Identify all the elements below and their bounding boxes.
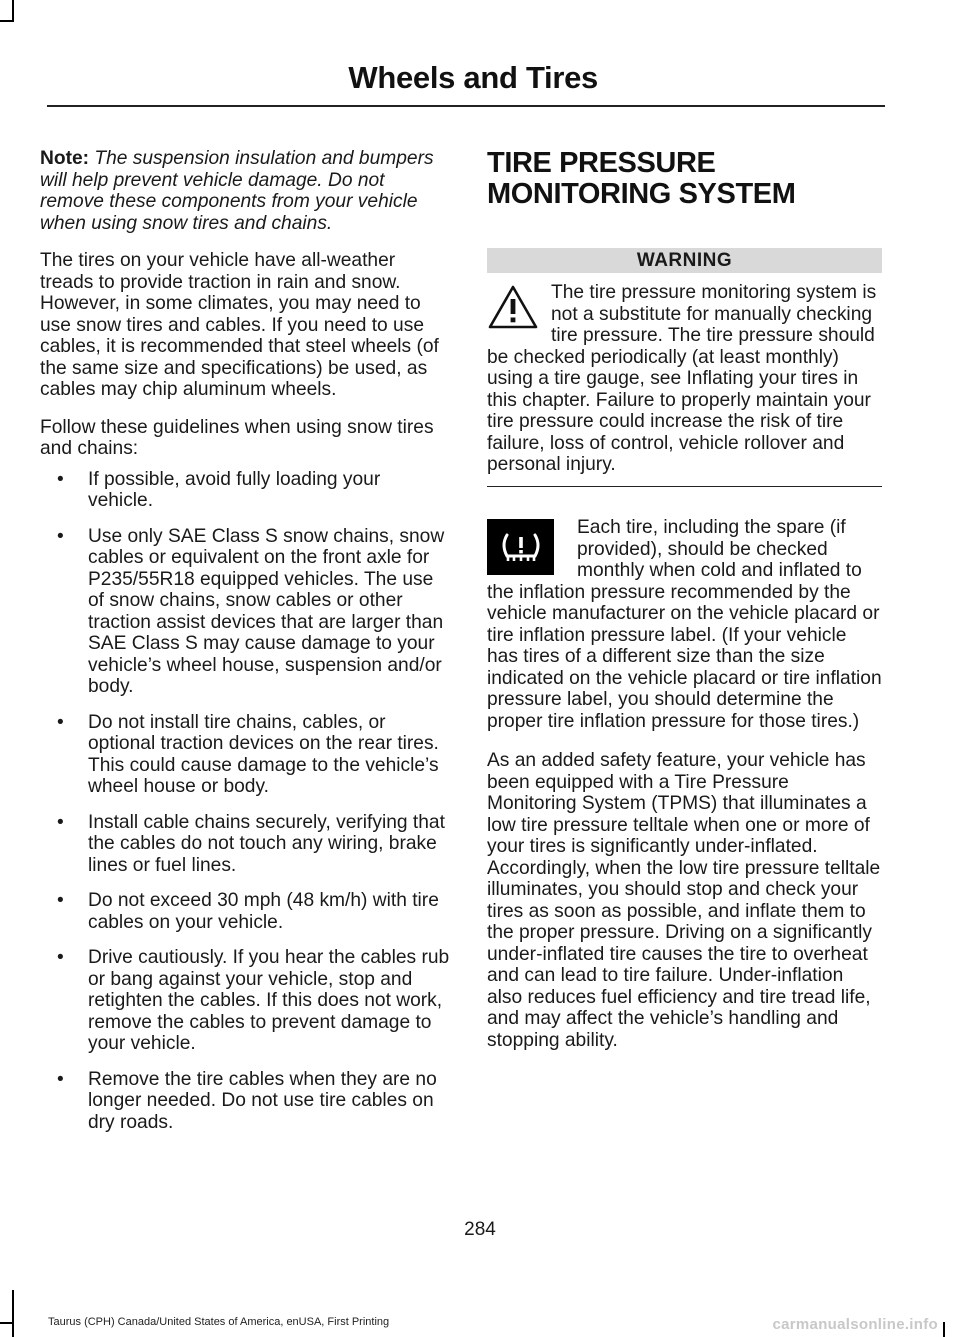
bullet: • (57, 468, 64, 490)
crop-mark (12, 0, 14, 22)
list-item: • Use only SAE Class S snow chains, snow cables or equivalent on the front axle for P235/55R18 equipped vehicles. The use of snow chains, snow cables or other traction assist devices that are larger than SAE Class S may cause damage to your vehicle’s wheel house, suspension and/or body. (57, 525, 445, 697)
bullet: • (57, 711, 64, 733)
tire-pressure-telltale-icon (487, 519, 554, 575)
header-divider (47, 105, 885, 107)
list-item: • Remove the tire cables when they are no longer needed. Do not use tire cables on dry roads. (57, 1068, 437, 1133)
page-number: 284 (464, 1219, 496, 1240)
warning-text: The tire pressure monitoring system is not a substitute for manually checking tire pressure. The tire pressure should be checked periodically (at least monthly) using a tire gauge, see Inflating your tires in this chapter. Failure to properly maintain your tire pressure could increase the risk of tire failure, loss of control, vehicle rollover and personal injury. (487, 282, 877, 475)
bullet: • (57, 811, 64, 833)
crop-mark (12, 1290, 14, 1337)
body-paragraph: The tires on your vehicle have all-weather treads to provide traction in rain and snow. However, in some climates, you may need to use snow tires and cables. If you need to use cables, it is recommended that steel wheels (of the same size and specifications) be used, as cables may chip aluminum wheels. (40, 250, 439, 400)
tpms-text: Each tire, including the spare (if provided), should be checked monthly when cold and inflated to the inflation pressure recommended by the vehicle manufacturer on the vehicle placard or tire inflation pressure label. (If your vehicle has tires of a different size than the size indicated on the vehicle placard or tire inflation pressure label, you should determine the proper tire inflation pressure for those tires.) (487, 517, 882, 732)
right-column (487, 142, 882, 1067)
bullet: • (57, 525, 64, 547)
publication-info: Taurus (CPH) Canada/United States of America, enUSA, First Printing (48, 1316, 390, 1328)
page-title: Wheels and Tires (348, 60, 598, 95)
watermark: carmanualsonline.info (772, 1316, 938, 1333)
guidelines-list (40, 469, 450, 1134)
crop-mark (0, 1322, 14, 1324)
bullet: • (57, 890, 64, 911)
note-text: The suspension insulation and bumpers will help prevent vehicle damage. Do not remove these components from your vehicle when using snow tires and chains. (40, 148, 434, 234)
crop-mark (0, 20, 14, 22)
warning-header: WARNING (487, 248, 882, 273)
bullet: • (57, 1068, 64, 1090)
body-paragraph: As an added safety feature, your vehicle has been equipped with a Tire Pressure Monitoring System (TPMS) that illuminates a low tire pressure telltale when one or more of your tires is significantly under-inflated. Accordingly, when the low tire pressure telltale illuminates, you should stop and check your tires as soon as possible, and inflate them to the proper pressure. Driving on a significantly under-inflated tire causes the tire to overheat and can lead to tire failure. Under-inflation also reduces fuel efficiency and tire tread life, and may affect the vehicle’s handling and stopping ability. (487, 750, 881, 1051)
list-item: • Do not exceed 30 mph (48 km/h) with tire cables on your vehicle. (57, 890, 439, 933)
list-item: • Drive cautiously. If you hear the cables rub or bang against your vehicle, stop and retighten the cables. If this does not work, remove the cables to prevent damage to your vehicle. (57, 947, 450, 1054)
section-title: TIRE PRESSURE MONITORING SYSTEM (487, 147, 796, 210)
body-paragraph: Follow these guidelines when using snow tires and chains: (40, 416, 434, 459)
bullet: • (57, 947, 64, 968)
list-item: • If possible, avoid fully loading your vehicle. (57, 468, 381, 511)
note-label: Note: (40, 148, 90, 169)
tpms-block (487, 517, 882, 732)
left-column (40, 148, 450, 1147)
warning-triangle-icon (487, 284, 539, 330)
crop-mark (943, 1322, 945, 1337)
note-paragraph (40, 148, 450, 234)
list-item: • Do not install tire chains, cables, or optional traction devices on the rear tires. This could cause damage to the vehicle’s wheel house or body. (57, 711, 439, 797)
warning-block (487, 282, 882, 486)
warning-divider (487, 486, 882, 488)
list-item: • Install cable chains securely, verifying that the cables do not touch any wiring, brake lines or fuel lines. (57, 811, 445, 876)
